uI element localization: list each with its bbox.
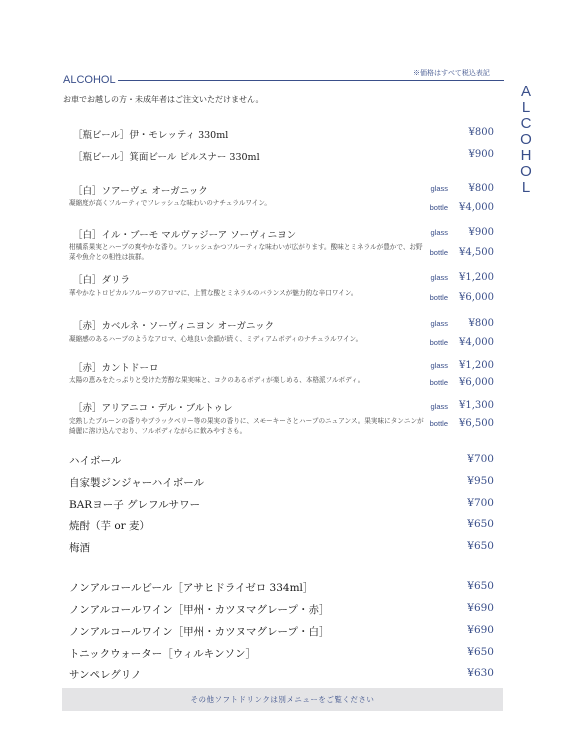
glass-price: ¥1,200 (459, 272, 494, 283)
menu-item-name: ［瓶ビール］箕面ビール ピルスナー 330ml (73, 152, 260, 163)
wine-name: ［赤］カベルネ・ソーヴィニヨン オーガニック (73, 321, 275, 332)
menu-item-name: サンペレグリノ (69, 669, 142, 681)
vertical-title-letter: O (520, 163, 532, 180)
bottle-price: ¥4,000 (459, 202, 494, 213)
wine-description: 完熟したプルーンの香りやブラックベリー等の果実の香りに、スモーキーさとハーブのニュアンス。果実味にタンニンが綺麗に溶け込んでおり、フルボディながらに飲みやすさも。 (69, 417, 424, 435)
vertical-title-letter: C (520, 115, 532, 132)
wine-description: 太陽の恵みをたっぷりと受けた芳醇な果実味と、コクのあるボディが楽しめる、本格派フルボディ。 (69, 376, 365, 384)
glass-label: glass (430, 273, 448, 282)
wine-name: ［赤］カントドーロ (73, 363, 159, 374)
menu-item-price: ¥690 (467, 624, 494, 636)
wine-name: ［白］ソアーヴェ オーガニック (73, 186, 208, 197)
bottle-label: bottle (429, 338, 448, 347)
vertical-title-letter: L (521, 99, 531, 116)
glass-label: glass (430, 184, 448, 193)
menu-item-name: トニックウォーター［ウィルキンソン］ (69, 648, 257, 660)
menu-item-price: ¥700 (467, 497, 494, 509)
menu-item-price: ¥700 (467, 453, 494, 465)
bottle-label: bottle (429, 203, 448, 212)
bottle-price: ¥6,500 (459, 418, 494, 429)
menu-item-price: ¥650 (467, 540, 494, 552)
wine-name: ［白］イル・ブーモ マルヴァジーア ソーヴィニヨン (73, 230, 297, 241)
menu-item-name: ハイボール (69, 455, 122, 467)
bottle-price: ¥4,000 (459, 337, 494, 348)
menu-item-price: ¥650 (467, 646, 494, 658)
glass-price: ¥900 (468, 227, 494, 238)
wine-description: 凝縮度が高くフルーティでフレッシュな味わいのナチュラルワイン。 (69, 199, 272, 207)
section-divider (118, 80, 504, 81)
menu-item-name: ノンアルコールワイン［甲州・カツヌマグレープ・赤］ (69, 604, 330, 616)
glass-price: ¥1,200 (459, 360, 494, 371)
menu-item-price: ¥650 (467, 580, 494, 592)
vertical-title-letter: O (520, 131, 532, 148)
menu-item-price: ¥650 (467, 518, 494, 530)
bottle-price: ¥6,000 (459, 377, 494, 388)
bottle-label: bottle (429, 419, 448, 428)
vertical-title-letter: A (520, 83, 531, 100)
glass-price: ¥800 (468, 318, 494, 329)
glass-price: ¥800 (468, 183, 494, 194)
vertical-title-letter: H (520, 147, 532, 164)
menu-item-name: 自家製ジンジャーハイボール (69, 477, 205, 489)
wine-description: 凝縮感のあるハーブのようなアロマ、心地良い余韻が続く、ミディアムボディのナチュラルワイン。 (69, 335, 363, 343)
wine-description: 柑橘系果実とハーブの爽やかな香り。フレッシュかつフルーティな味わいが広がります。酸味とミネラルが豊かで、お野菜や魚介との相性は抜群。 (69, 243, 423, 261)
glass-label: glass (430, 402, 448, 411)
bottle-price: ¥6,000 (459, 292, 494, 303)
menu-item-price: ¥950 (467, 475, 494, 487)
bottle-price: ¥4,500 (459, 247, 494, 258)
menu-item-name: ノンアルコールワイン［甲州・カツヌマグレープ・白］ (69, 626, 330, 638)
menu-item-price: ¥800 (468, 127, 494, 138)
section-title: ALCOHOL (63, 74, 116, 86)
bottle-label: bottle (429, 248, 448, 257)
glass-label: glass (430, 361, 448, 370)
bottle-label: bottle (429, 293, 448, 302)
menu-item-name: 焼酎（芋 or 麦） (69, 520, 151, 532)
wine-name: ［赤］アリアニコ・デル・ブルトゥレ (73, 403, 233, 414)
glass-price: ¥1,300 (459, 400, 494, 411)
glass-label: glass (430, 228, 448, 237)
footer-note: その他ソフトドリンクは別メニューをご覧ください (190, 695, 375, 704)
menu-item-name: ノンアルコールビール［アサヒドライゼロ 334ml］ (69, 582, 314, 594)
menu-item-price: ¥630 (467, 667, 494, 679)
vertical-title-letter: L (521, 179, 531, 196)
caution-text: お車でお越しの方・未成年者はご注文いただけません。 (63, 95, 264, 104)
tax-note: ※価格はすべて税込表記 (413, 69, 490, 77)
wine-name: ［白］ダリラ (73, 275, 131, 286)
wine-description: 華やかなトロピカルフルーツのアロマに、上質な酸とミネラルのバランスが魅力的な辛口ワイン。 (69, 289, 358, 297)
vertical-title (516, 84, 536, 196)
menu-item-name: BARヨー子 グレフルサワー (69, 499, 201, 511)
glass-label: glass (430, 319, 448, 328)
menu-item-name: ［瓶ビール］伊・モレッティ 330ml (73, 130, 229, 141)
bottle-label: bottle (429, 378, 448, 387)
menu-item-price: ¥690 (467, 602, 494, 614)
menu-item-name: 梅酒 (69, 542, 90, 554)
menu-item-price: ¥900 (468, 149, 494, 160)
